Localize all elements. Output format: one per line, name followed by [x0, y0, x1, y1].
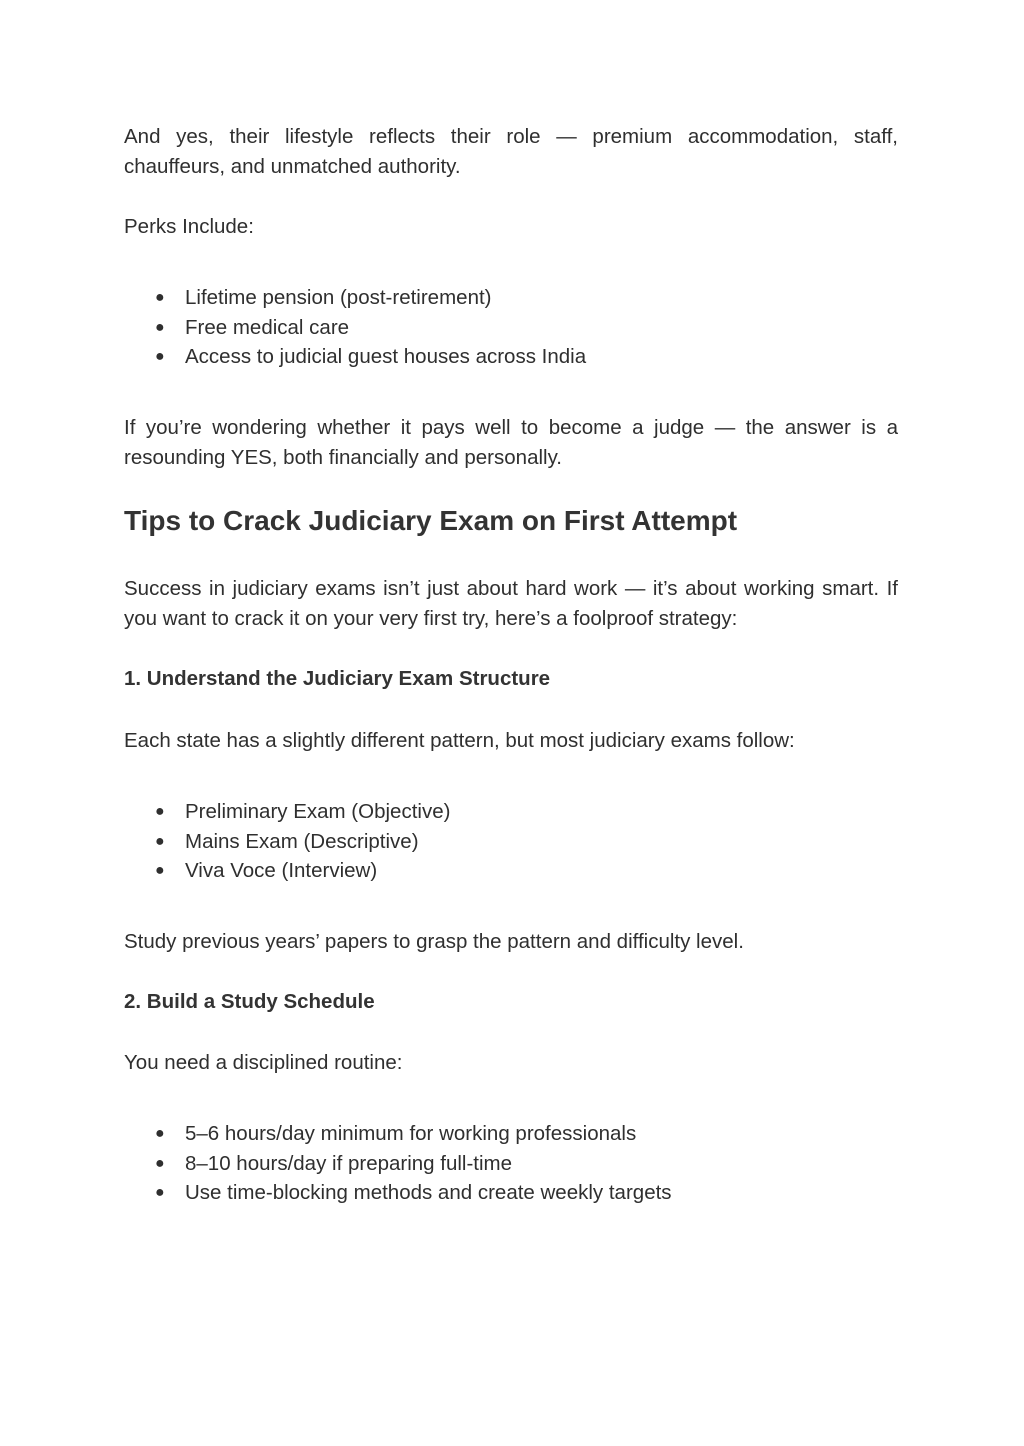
- routine-paragraph: You need a disciplined routine:: [124, 1051, 403, 1074]
- bullet-icon: ●: [155, 1125, 165, 1142]
- pattern-paragraph: Each state has a slightly different pattern, but most judiciary exams follow:: [124, 729, 795, 752]
- bullet-icon: ●: [155, 1184, 165, 1201]
- list-item: ● Viva Voce (Interview): [124, 856, 898, 886]
- bullet-icon: ●: [155, 1154, 165, 1172]
- pay-paragraph: If you’re wondering whether it pays well to become a judge — the answer is a resounding YES, both financially and personally.: [124, 416, 898, 469]
- success-paragraph: Success in judiciary exams isn’t just about hard work — it’s about working smart. If you want to crack it on your very first try, here’s a foolproof strategy:: [124, 577, 898, 630]
- subheading-study-schedule: 2. Build a Study Schedule: [124, 990, 375, 1013]
- bullet-icon: ●: [155, 803, 165, 820]
- perks-label: Perks Include:: [124, 215, 254, 238]
- list-item: ● 5–6 hours/day minimum for working professionals: [124, 1119, 898, 1149]
- schedule-list: [124, 1119, 898, 1208]
- list-item: ● Mains Exam (Descriptive): [124, 827, 898, 857]
- bullet-icon: ●: [155, 348, 165, 365]
- list-item: ● Use time-blocking methods and create weekly targets: [124, 1178, 898, 1208]
- exam-stages-list: [124, 797, 898, 886]
- list-item: ● Access to judicial guest houses across India: [124, 342, 898, 372]
- perks-list: [124, 283, 898, 372]
- list-item: ● Lifetime pension (post-retirement): [124, 283, 898, 313]
- bullet-icon: ●: [155, 832, 165, 850]
- lifestyle-paragraph: And yes, their lifestyle reflects their role — premium accommodation, staff, chauffeurs, and unmatched authority.: [124, 125, 898, 178]
- list-item: ● 8–10 hours/day if preparing full-time: [124, 1149, 898, 1179]
- bullet-icon: ●: [155, 318, 165, 336]
- study-papers-paragraph: Study previous years’ papers to grasp the pattern and difficulty level.: [124, 930, 744, 953]
- bullet-icon: ●: [155, 862, 165, 879]
- subheading-exam-structure: 1. Understand the Judiciary Exam Structure: [124, 667, 551, 690]
- section-heading: Tips to Crack Judiciary Exam on First Attempt: [124, 505, 738, 536]
- bullet-icon: ●: [155, 289, 165, 306]
- list-item: ● Free medical care: [124, 313, 898, 343]
- list-item: ● Preliminary Exam (Objective): [124, 797, 898, 827]
